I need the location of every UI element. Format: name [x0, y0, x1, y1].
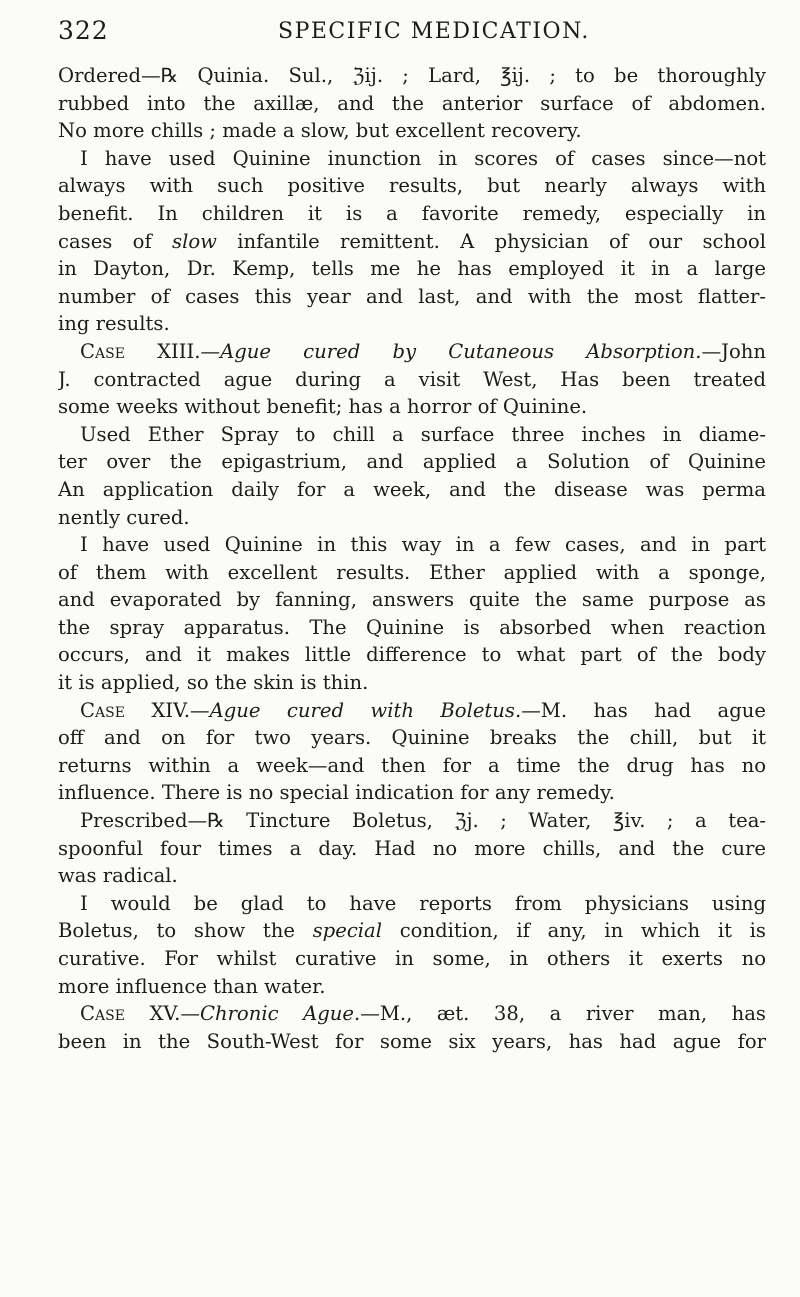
text-run: benefit. In children it is a favorite remedy, especially in [58, 201, 766, 225]
text-line [58, 586, 766, 614]
text-run: ter over the epigastrium, and applied a Solution of Quinine [58, 450, 766, 474]
text-line [58, 917, 766, 945]
text-line [58, 862, 766, 890]
italic-text: Chronic Ague. [199, 1002, 361, 1026]
text-run: and evaporated by fanning, answers quite the same purpose as [58, 588, 766, 612]
text-run: more influence than water. [58, 974, 326, 998]
text-run: some weeks without benefit; has a horror of Quinine. [58, 395, 588, 419]
text-line [58, 421, 766, 449]
text-line [58, 448, 766, 476]
text-run: curative. For whilst curative in some, in others it exerts no [58, 947, 766, 970]
text-line [58, 228, 766, 256]
text-line [58, 172, 766, 200]
text-line [58, 117, 766, 145]
text-run: the spray apparatus. The Quinine is absorbed when reaction [58, 615, 766, 639]
text-run: spoonful four times a day. Had no more chills, and the cure [58, 836, 766, 860]
running-head: SPECIFIC MEDICATION. [278, 19, 590, 44]
text-run: occurs, and it makes little difference to what part of the body [58, 643, 766, 667]
text-line [58, 476, 766, 504]
text-run: J. contracted ague during a visit West, Has been treated [58, 367, 766, 391]
text-run: I have used Quinine inunction in scores of cases since—not [80, 146, 766, 170]
text-run: Prescribed—℞ Tincture Boletus, ℨj. ; Water, ℥iv. ; a tea- [80, 809, 766, 833]
text-line [58, 283, 766, 311]
case-label: Case [80, 698, 125, 722]
text-run: —M., æt. 38, a river man, has [360, 1002, 766, 1026]
italic-text: Ague cured with Boletus. [209, 698, 522, 722]
text-run: it is applied, so the skin is thin. [58, 671, 369, 695]
text-run: was radical. [58, 864, 178, 888]
text-line [58, 366, 766, 394]
text-run: been in the South-West for some six years, has had ague for [58, 1029, 766, 1053]
text-run: Boletus, to show the [58, 919, 313, 943]
text-run: —M. has had ague [521, 698, 766, 722]
text-run: returns within a week—and then for a time the drug has no [58, 753, 766, 777]
case-label: Case [80, 339, 125, 363]
text-line [58, 945, 766, 973]
text-line [58, 973, 766, 1001]
text-line [58, 1000, 766, 1028]
text-run: XIII.— [124, 339, 221, 363]
text-run: I would be glad to have reports from physicians using [80, 891, 766, 915]
text-run: XIV.— [124, 698, 210, 722]
text-line [58, 393, 766, 421]
text-run: influence. There is no special indication for any remedy. [58, 781, 615, 805]
text-line [58, 559, 766, 587]
page-header [58, 16, 778, 52]
text-run: Ordered—℞ Quinia. Sul., ℨij. ; Lard, ℥ij. ; to be thoroughly [58, 64, 766, 87]
text-run: always with such positive results, but nearly always with [58, 174, 766, 198]
text-line [58, 807, 766, 835]
text-line [58, 669, 766, 697]
text-line [58, 614, 766, 642]
text-run: of them with excellent results. Ether applied with a sponge, [58, 560, 766, 584]
text-line [58, 752, 766, 780]
text-run: condition, if any, in which it is [382, 919, 766, 943]
text-line [58, 62, 766, 90]
text-run: ing results. [58, 312, 170, 336]
text-line [58, 145, 766, 173]
text-run: off and on for two years. Quinine breaks the chill, but it [58, 726, 766, 750]
text-line [58, 90, 766, 118]
text-line [58, 724, 766, 752]
case-label: Case [80, 1002, 125, 1026]
text-run: number of cases this year and last, and with the most flatter- [58, 284, 766, 308]
text-run: An application daily for a week, and the disease was perma [58, 477, 766, 501]
text-run: nently cured. [58, 505, 190, 529]
text-line [58, 255, 766, 283]
italic-text: special [312, 919, 383, 943]
page-number: 322 [58, 16, 109, 45]
text-line [58, 504, 766, 532]
text-run: —John [701, 339, 766, 363]
text-line [58, 697, 766, 725]
text-line [58, 200, 766, 228]
text-line [58, 641, 766, 669]
text-line [58, 890, 766, 918]
text-run: cases of [58, 229, 173, 253]
text-run: in Dayton, Dr. Kemp, tells me he has employed it in a large [58, 257, 766, 281]
text-line [58, 1028, 766, 1056]
text-run: XV.— [124, 1002, 200, 1026]
text-line [58, 835, 766, 863]
italic-text: Ague cured by Cutaneous Absorption. [220, 339, 702, 363]
text-line [58, 310, 766, 338]
text-run: Used Ether Spray to chill a surface three inches in diame- [80, 422, 766, 446]
text-run: rubbed into the axillæ, and the anterior surface of abdomen. [58, 91, 766, 115]
text-run: I have used Quinine in this way in a few cases, and in part [80, 533, 766, 557]
body-text [58, 62, 766, 1055]
text-line [58, 338, 766, 366]
text-run: No more chills ; made a slow, but excellent recovery. [58, 119, 582, 143]
italic-text: slow [172, 229, 217, 253]
text-line [58, 531, 766, 559]
text-line [58, 779, 766, 807]
text-run: infantile remittent. A physician of our school [216, 229, 766, 253]
